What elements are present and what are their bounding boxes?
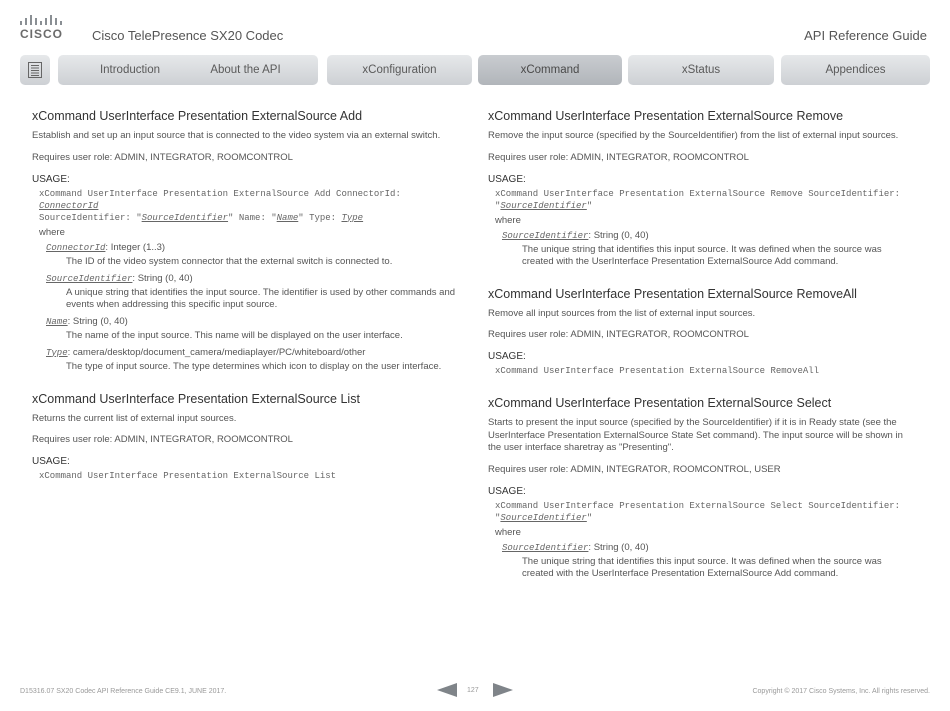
usage-label: USAGE: <box>32 173 70 185</box>
left-column <box>32 108 460 498</box>
previous-page-icon[interactable] <box>437 683 457 697</box>
parameter: SourceIdentifier: String (0, 40) The unique string that identifies this input source. It was defined when the source was created with the UserInterface Presentation ExternalSource Add command. <box>502 229 882 267</box>
logo-text: CISCO <box>20 27 64 41</box>
section-title: xCommand UserInterface Presentation ExternalSource RemoveAll <box>488 286 857 301</box>
parameter: SourceIdentifier: String (0, 40) A unique string that identifies the input source. The identifier is used by other commands and events when addressing this specific input source. <box>46 272 456 310</box>
tab-xconfiguration[interactable]: xConfiguration <box>327 55 472 85</box>
footer-document-id: D15316.07 SX20 Codec API Reference Guide CE9.1, JUNE 2017. <box>20 688 227 695</box>
usage-label: USAGE: <box>32 456 70 467</box>
pagination <box>437 683 515 699</box>
section-description: Starts to present the input source (specified by the SourceIdentifier) if it is in Ready state (see the UserInterface Presentation ExternalSource State Set command). The input source will be shown in the user interface sharetray as "Presenting". <box>488 417 903 453</box>
user-role: Requires user role: ADMIN, INTEGRATOR, ROOMCONTROL <box>488 151 749 163</box>
usage-code: xCommand UserInterface Presentation ExternalSource Add ConnectorId: ConnectorId SourceIdentifier: "SourceIdentifier" Name: "Name" Type: Type <box>39 188 401 223</box>
product-title: Cisco TelePresence SX20 Codec <box>92 28 284 43</box>
where-label: where <box>39 226 65 238</box>
section-description: Remove all input sources from the list of external input sources. <box>488 307 756 319</box>
section-remove <box>488 108 913 268</box>
section-list <box>32 391 460 483</box>
parameter: Name: String (0, 40) The name of the input source. This name will be displayed on the user interface. <box>46 315 403 341</box>
section-removeall <box>488 286 913 378</box>
tab-xstatus[interactable]: xStatus <box>628 55 774 85</box>
right-column <box>488 108 913 596</box>
user-role: Requires user role: ADMIN, INTEGRATOR, ROOMCONTROL <box>32 151 293 163</box>
page-number: 127 <box>467 687 479 694</box>
menu-button[interactable] <box>20 55 50 85</box>
where-label: where <box>495 526 521 538</box>
section-add <box>32 108 460 373</box>
section-title: xCommand UserInterface Presentation ExternalSource Remove <box>488 109 844 123</box>
user-role: Requires user role: ADMIN, INTEGRATOR, ROOMCONTROL, USER <box>488 463 781 475</box>
usage-code: xCommand UserInterface Presentation ExternalSource RemoveAll <box>495 366 820 376</box>
parameter: Type: camera/desktop/document_camera/mediaplayer/PC/whiteboard/other The type of input source. The type determines which icon to display on the user interface. <box>46 346 442 372</box>
section-title: xCommand UserInterface Presentation ExternalSource Add <box>32 109 363 123</box>
usage-label: USAGE: <box>488 351 526 362</box>
usage-code: xCommand UserInterface Presentation ExternalSource Remove SourceIdentifier: "SourceIdentifier" <box>495 188 901 211</box>
section-description: Remove the input source (specified by the SourceIdentifier) from the list of external input sources. <box>488 130 899 141</box>
section-title: xCommand UserInterface Presentation ExternalSource Select <box>488 396 832 410</box>
main-nav <box>20 55 930 85</box>
section-description: Establish and set up an input source that is connected to the video system via an external switch. <box>32 130 441 141</box>
usage-label: USAGE: <box>488 485 526 497</box>
user-role: Requires user role: ADMIN, INTEGRATOR, ROOMCONTROL <box>32 434 293 445</box>
guide-title: API Reference Guide <box>804 28 927 43</box>
section-title: xCommand UserInterface Presentation ExternalSource List <box>32 391 360 406</box>
usage-label: USAGE: <box>488 173 526 185</box>
tab-introduction[interactable]: Introduction <box>58 55 202 85</box>
section-description: Returns the current list of external input sources. <box>32 412 237 424</box>
usage-code: xCommand UserInterface Presentation ExternalSource Select SourceIdentifier: "SourceIdentifier" <box>495 500 901 523</box>
usage-code: xCommand UserInterface Presentation ExternalSource List <box>39 471 337 481</box>
parameter: SourceIdentifier: String (0, 40) The unique string that identifies this input source. It was defined when the source was created with the UserInterface Presentation ExternalSource Add command. <box>502 541 882 579</box>
document-menu-icon <box>28 62 42 78</box>
parameter: ConnectorId: Integer (1..3) The ID of the video system connector that the external switch is connected to. <box>46 241 393 267</box>
tab-about-the-api[interactable]: About the API <box>173 55 318 85</box>
tab-appendices[interactable]: Appendices <box>781 55 930 85</box>
footer-copyright: Copyright © 2017 Cisco Systems, Inc. All rights reserved. <box>752 688 930 695</box>
user-role: Requires user role: ADMIN, INTEGRATOR, ROOMCONTROL <box>488 329 749 340</box>
where-label: where <box>495 214 521 226</box>
next-page-icon[interactable] <box>493 683 513 697</box>
section-select <box>488 395 913 580</box>
tab-xcommand[interactable]: xCommand <box>478 55 622 85</box>
